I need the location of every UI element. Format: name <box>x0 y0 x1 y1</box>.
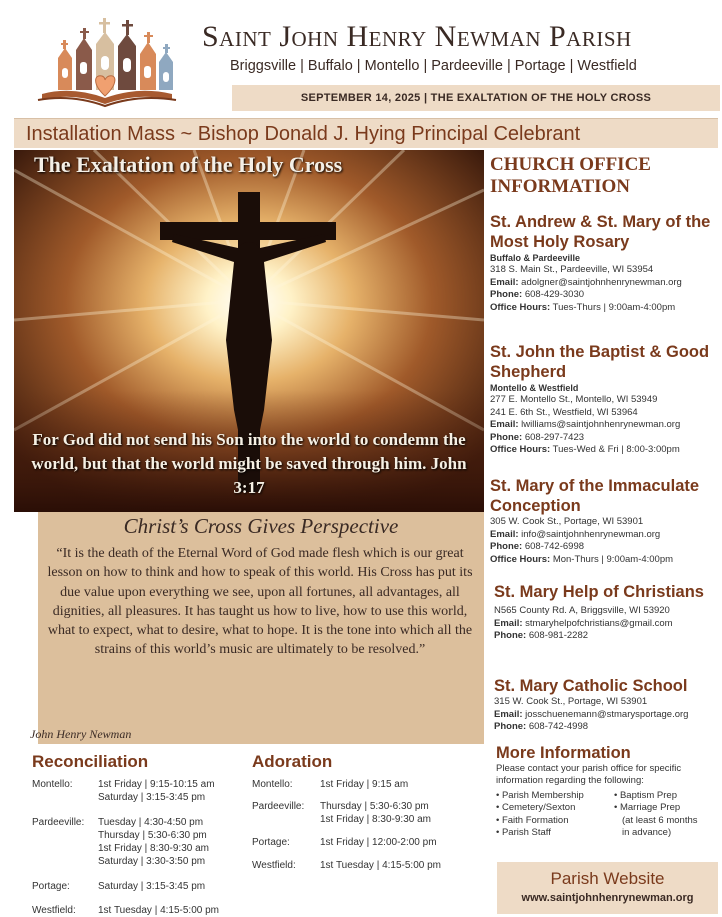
church-phone[interactable]: 608-429-3030 <box>524 289 585 300</box>
email-label: Email: <box>494 617 523 629</box>
church-hours: Mon-Thurs | 9:00am-4:00pm <box>552 553 674 565</box>
time-entry: Saturday | 3:30-3:50 pm <box>98 856 206 867</box>
church-st-mary-help <box>494 582 722 643</box>
church-phone[interactable]: 608-742-4998 <box>528 721 589 732</box>
list-item: • Parish Staff <box>496 826 551 838</box>
church-email[interactable]: stmaryhelpofchristians@gmail.com <box>525 617 673 629</box>
email-label: Email: <box>490 528 519 540</box>
location-label: Westfield: <box>252 860 296 871</box>
location-label: Westfield: <box>32 905 76 916</box>
location-label: Pardeeville: <box>32 817 85 828</box>
church-st-mary-immaculate <box>490 476 720 566</box>
list-item: • Parish Membership <box>496 790 584 801</box>
more-information <box>496 744 720 839</box>
office-heading: CHURCH OFFICE INFORMATION <box>490 154 651 197</box>
perspective-quote: “It is the death of the Eternal Word of God made flesh which is our great lesson on how to think and how to speak of this world. His Cross has put its due value upon everything we see, upon all fortunes, all advantages, all dignities, all pleasures. It has taught us how to live, how to use this world, what to expect, what to desire, what to hope. It is the tone into which all the strains of this world’s music are ultimately to be resolved.” <box>47 546 473 658</box>
phone-label: Phone: <box>494 721 527 732</box>
church-st-mary-school <box>494 676 722 734</box>
church-hours: Tues-Wed & Fri | 8:00-3:00pm <box>552 444 680 455</box>
reconciliation-schedule <box>32 778 242 915</box>
phone-label: Phone: <box>490 431 523 443</box>
time-entry: Thursday | 5:30-6:30 pm <box>320 801 429 812</box>
church-st-andrew <box>490 212 720 314</box>
time-entry: 1st Friday | 12:00-2:00 pm <box>320 837 437 848</box>
time-entry: Tuesday | 4:30-4:50 pm <box>98 817 204 828</box>
church-phone[interactable]: 608-297-7423 <box>524 431 585 443</box>
time-entry: Thursday | 5:30-6:30 pm <box>98 830 207 841</box>
website-url[interactable]: www.saintjohnhenrynewman.org <box>521 892 694 904</box>
time-entry: 1st Friday | 8:30-9:30 am <box>320 814 431 825</box>
hours-label: Office Hours: <box>490 444 551 455</box>
church-st-john <box>490 342 720 457</box>
adoration-heading: Adoration <box>252 752 333 771</box>
phone-label: Phone: <box>490 289 523 300</box>
church-email[interactable]: josschuenemann@stmarysportage.org <box>525 708 689 720</box>
church-address: 315 W. Cook St., Portage, WI 53901 <box>494 696 648 707</box>
church-address: 241 E. 6th St., Westfield, WI 53964 <box>490 406 638 418</box>
church-address: 277 E. Montello St., Montello, WI 53949 <box>490 394 658 405</box>
church-email[interactable]: lwilliams@saintjohnhenrynewman.org <box>521 419 681 430</box>
website-box[interactable] <box>497 862 718 914</box>
parish-title: Saint John Henry Newman Parish <box>202 20 632 53</box>
time-entry: 1st Tuesday | 4:15-5:00 pm <box>320 860 442 871</box>
church-address: N565 County Rd. A, Briggsville, WI 53920 <box>494 605 670 616</box>
location-label: Montello: <box>32 779 73 790</box>
website-label: Parish Website <box>550 869 665 888</box>
time-entry: 1st Tuesday | 4:15-5:00 pm <box>98 905 220 916</box>
church-name: St. Mary Catholic School <box>494 677 688 695</box>
list-item: (at least 6 months <box>622 814 698 826</box>
time-entry: 1st Friday | 9:15 am <box>320 779 409 790</box>
more-info-heading: More Information <box>496 744 631 762</box>
perspective-attribution: John Henry Newman <box>30 727 132 741</box>
more-info-text: Please contact your parish office for specific information regarding the following: <box>496 763 682 786</box>
time-entry: 1st Friday | 9:15-10:15 am <box>98 779 215 790</box>
time-entry: 1st Friday | 8:30-9:30 am <box>98 843 209 854</box>
date-band: SEPTEMBER 14, 2025 | THE EXALTATION OF THE HOLY CROSS <box>232 85 720 111</box>
church-phone[interactable]: 608-742-6998 <box>524 541 585 552</box>
email-label: Email: <box>494 708 523 720</box>
church-towns: Montello & Westfield <box>490 383 579 393</box>
church-name: St. Mary Help of Christians <box>494 583 704 601</box>
email-label: Email: <box>490 276 519 288</box>
parish-towns: Briggsville | Buffalo | Montello | Pardeeville | Portage | Westfield <box>230 58 637 74</box>
location-label: Portage: <box>252 837 290 848</box>
church-email[interactable]: adolgner@saintjohnhenrynewman.org <box>521 276 682 288</box>
time-entry: Saturday | 3:15-3:45 pm <box>98 881 206 892</box>
art-verse: For God did not send his Son into the world to condemn the world, but that the world might be saved through him. John 3:17 <box>31 430 467 497</box>
hours-label: Office Hours: <box>490 553 551 565</box>
church-name: St. Mary of the Immaculate Conception <box>490 477 700 515</box>
list-item: • Baptism Prep <box>614 790 677 801</box>
location-label: Montello: <box>252 779 293 790</box>
church-towns: Buffalo & Pardeeville <box>490 253 581 263</box>
reconciliation-heading: Reconciliation <box>32 752 149 771</box>
adoration-schedule <box>252 778 488 878</box>
parish-logo <box>32 14 197 114</box>
church-name: St. John the Baptist & Good Shepherd <box>490 343 710 381</box>
church-email[interactable]: info@saintjohnhenrynewman.org <box>521 528 661 540</box>
installation-banner: Installation Mass ~ Bishop Donald J. Hying Principal Celebrant <box>14 118 718 148</box>
list-item: • Cemetery/Sexton <box>496 802 576 814</box>
list-item: in advance) <box>622 826 672 838</box>
phone-label: Phone: <box>490 541 523 552</box>
hours-label: Office Hours: <box>490 301 551 313</box>
more-info-list <box>496 790 614 839</box>
list-item: • Marriage Prep <box>614 802 681 814</box>
time-entry: Saturday | 3:15-3:45 pm <box>98 792 206 803</box>
more-info-list <box>614 790 698 839</box>
church-phone[interactable]: 608-981-2282 <box>528 630 589 641</box>
church-address: 305 W. Cook St., Portage, WI 53901 <box>490 516 644 527</box>
location-label: Portage: <box>32 881 70 892</box>
church-address: 318 S. Main St., Pardeeville, WI 53954 <box>490 264 654 275</box>
art-title: The Exaltation of the Holy Cross <box>34 152 343 177</box>
location-label: Pardeeville: <box>252 801 305 812</box>
phone-label: Phone: <box>494 630 527 641</box>
church-hours: Tues-Thurs | 9:00am-4:00pm <box>552 301 676 313</box>
church-name: St. Andrew & St. Mary of the Most Holy Rosary <box>490 213 711 251</box>
list-item: • Faith Formation <box>496 814 569 826</box>
perspective-heading: Christ’s Cross Gives Perspective <box>123 514 399 538</box>
email-label: Email: <box>490 419 519 430</box>
